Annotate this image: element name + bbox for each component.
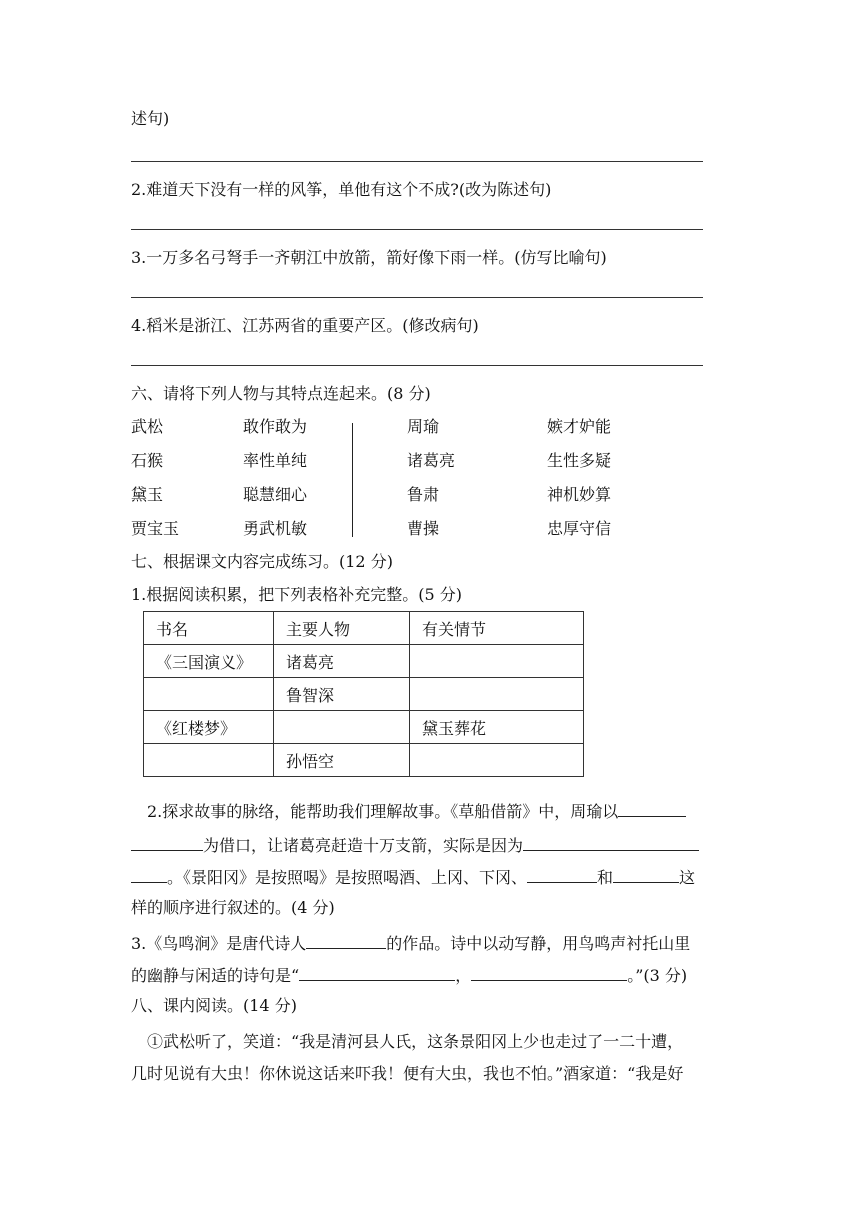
- fill-blank[interactable]: [131, 866, 167, 883]
- question-item-3-line1: [131, 932, 690, 954]
- text: 的作品。诗中以动写静，用鸟鸣声衬托山里: [386, 934, 691, 953]
- answer-line[interactable]: [131, 161, 703, 162]
- table-cell-blank[interactable]: [410, 678, 584, 711]
- question-item-3: 3.一万多名弓弩手一齐朝江中放箭，箭好像下雨一样。(仿写比喻句): [131, 248, 607, 267]
- fill-blank[interactable]: [618, 800, 686, 817]
- section-7-heading: 七、根据课文内容完成练习。(12 分): [131, 552, 393, 571]
- match-left-name[interactable]: 黛玉: [131, 485, 164, 504]
- table-row: [144, 678, 584, 711]
- match-left-name[interactable]: 贾宝玉: [131, 519, 180, 538]
- table-cell: 孙悟空: [274, 744, 410, 777]
- match-left-name[interactable]: 武松: [131, 417, 164, 436]
- table-cell: 《三国演义》: [144, 645, 274, 678]
- fill-blank[interactable]: [613, 866, 679, 883]
- table-header-row: [144, 612, 584, 645]
- fill-blank[interactable]: [523, 834, 699, 851]
- match-right-name[interactable]: 鲁肃: [407, 485, 440, 504]
- fill-blank[interactable]: [306, 932, 386, 949]
- fill-blank[interactable]: [131, 834, 203, 851]
- table-header-cell: 有关情节: [410, 612, 584, 645]
- table-cell: 诸葛亮: [274, 645, 410, 678]
- text: 。《景阳冈》是按照喝》是按照喝酒、上冈、下冈、: [167, 868, 528, 887]
- question-item-1: 1.根据阅读积累，把下列表格补充完整。(5 分): [131, 585, 463, 604]
- column-divider: [352, 423, 353, 537]
- match-left-trait[interactable]: 敢作敢为: [243, 417, 308, 436]
- question-item-2-line3: [131, 866, 695, 888]
- question-item-2-line2: [131, 834, 699, 856]
- match-right-name[interactable]: 诸葛亮: [407, 451, 456, 470]
- match-left-name[interactable]: 石猴: [131, 451, 164, 470]
- answer-line[interactable]: [131, 229, 703, 230]
- fill-blank[interactable]: [471, 964, 627, 981]
- question-tail-text: 述句): [131, 109, 170, 128]
- table-cell: 鲁智深: [274, 678, 410, 711]
- question-item-2-line1: [147, 800, 686, 822]
- match-left-trait[interactable]: 率性单纯: [243, 451, 308, 470]
- table-header-cell: 书名: [144, 612, 274, 645]
- table-cell: 黛玉葬花: [410, 711, 584, 744]
- table-header-cell: 主要人物: [274, 612, 410, 645]
- table-cell-blank[interactable]: [410, 744, 584, 777]
- section-8-heading: 八、课内阅读。(14 分): [131, 996, 297, 1015]
- table-cell-blank[interactable]: [144, 744, 274, 777]
- match-right-trait[interactable]: 忠厚守信: [547, 519, 612, 538]
- match-right-trait[interactable]: 生性多疑: [547, 451, 612, 470]
- question-item-2: 2.难道天下没有一样的风筝，单他有这个不成?(改为陈述句): [131, 180, 552, 199]
- text: 和: [597, 868, 614, 887]
- table-cell-blank[interactable]: [410, 645, 584, 678]
- table-cell: 《红楼梦》: [144, 711, 274, 744]
- fill-blank[interactable]: [299, 964, 455, 981]
- table-row: [144, 744, 584, 777]
- text: 3.《鸟鸣涧》是唐代诗人: [131, 934, 307, 953]
- match-right-name[interactable]: 周瑜: [407, 417, 440, 436]
- question-item-2-line4: 样的顺序进行叙述的。(4 分): [131, 898, 335, 917]
- answer-line[interactable]: [131, 365, 703, 366]
- section-6-heading: 六、请将下列人物与其特点连起来。(8 分): [131, 384, 431, 403]
- match-right-trait[interactable]: 嫉才妒能: [547, 417, 612, 436]
- book-table: [143, 611, 584, 777]
- question-item-4: 4.稻米是浙江、江苏两省的重要产区。(修改病句): [131, 316, 479, 335]
- match-left-trait[interactable]: 勇武机敏: [243, 519, 308, 538]
- table-cell-blank[interactable]: [274, 711, 410, 744]
- text: 的幽静与闲适的诗句是“: [131, 966, 300, 985]
- table-row: [144, 711, 584, 744]
- reading-paragraph-line: 几时见说有大虫！你休说这话来吓我！便有大虫，我也不怕。”酒家道：“我是好: [131, 1064, 684, 1083]
- table-row: [144, 645, 584, 678]
- text: 。”(3 分): [627, 966, 688, 985]
- text: 2.探求故事的脉络，能帮助我们理解故事。《草船借箭》中，周瑜以: [147, 802, 619, 821]
- match-right-name[interactable]: 曹操: [407, 519, 440, 538]
- table-cell-blank[interactable]: [144, 678, 274, 711]
- match-left-trait[interactable]: 聪慧细心: [243, 485, 308, 504]
- question-item-3-line2: [131, 964, 687, 986]
- reading-paragraph-line: ①武松听了，笑道：“我是清河县人氏，这条景阳冈上少也走过了一二十遭，: [147, 1032, 684, 1051]
- answer-line[interactable]: [131, 297, 703, 298]
- text: ，: [455, 966, 472, 985]
- text: 这: [679, 868, 696, 887]
- match-right-trait[interactable]: 神机妙算: [547, 485, 612, 504]
- text: 为借口，让诸葛亮赶造十万支箭，实际是因为: [203, 836, 524, 855]
- fill-blank[interactable]: [527, 866, 597, 883]
